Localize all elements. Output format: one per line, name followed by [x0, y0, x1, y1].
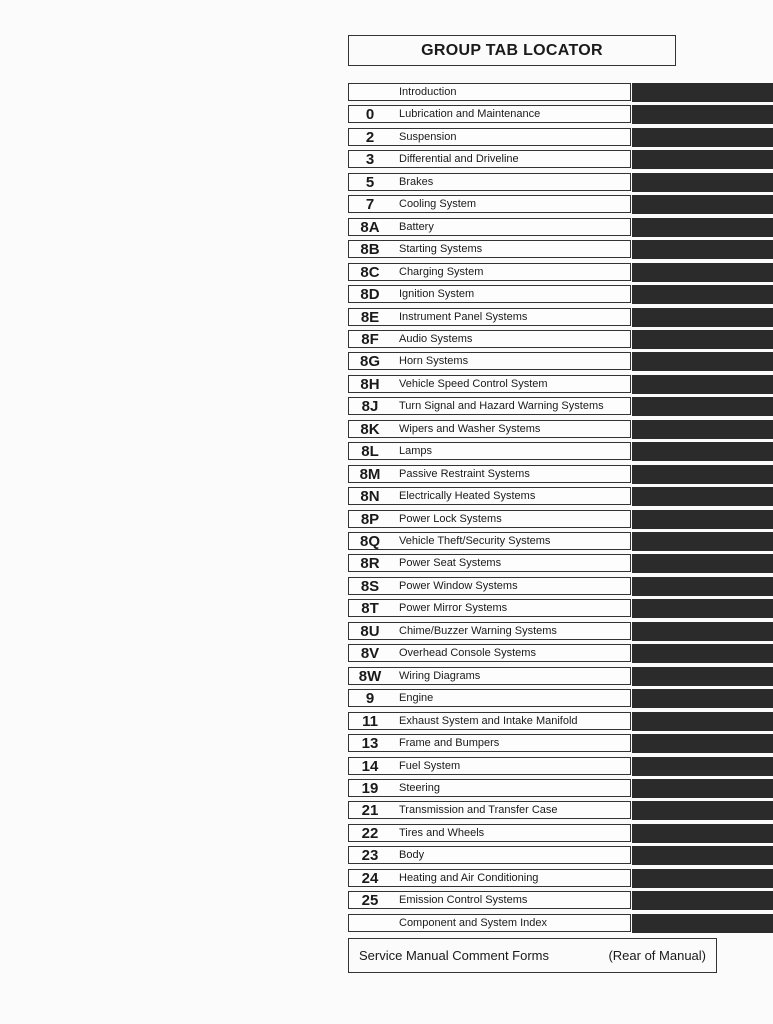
group-label: Passive Restraint Systems	[399, 468, 530, 480]
group-code: 8L	[361, 442, 379, 460]
group-label: Power Lock Systems	[399, 513, 502, 525]
group-row-box	[348, 914, 631, 932]
group-tab-marker[interactable]	[632, 263, 773, 282]
group-label: Emission Control Systems	[399, 894, 528, 906]
group-row-box	[348, 420, 631, 438]
group-tab-marker[interactable]	[632, 644, 773, 663]
group-row[interactable]	[348, 801, 631, 819]
group-tab-marker[interactable]	[632, 554, 773, 573]
group-label: Body	[399, 849, 425, 861]
group-row-box	[348, 308, 631, 326]
group-row-box	[348, 869, 631, 887]
group-row[interactable]	[348, 734, 631, 752]
group-label: Suspension	[399, 131, 457, 143]
group-row[interactable]	[348, 83, 631, 101]
group-tab-marker[interactable]	[632, 240, 773, 259]
group-row-box	[348, 442, 631, 460]
group-label: Chime/Buzzer Warning Systems	[399, 625, 557, 637]
group-tab-marker[interactable]	[632, 510, 773, 529]
group-row[interactable]	[348, 712, 631, 730]
group-code: 8P	[360, 510, 380, 528]
group-tab-marker[interactable]	[632, 375, 773, 394]
group-row-box	[348, 757, 631, 775]
group-code: 8A	[360, 218, 380, 236]
group-row-box	[348, 577, 631, 595]
group-code: 14	[361, 757, 379, 775]
group-row-box	[348, 846, 631, 864]
group-label: Component and System Index	[399, 917, 547, 929]
group-tab-marker[interactable]	[632, 599, 773, 618]
group-code: 7	[365, 195, 375, 213]
group-code: 8M	[359, 465, 381, 483]
group-tab-marker[interactable]	[632, 622, 773, 641]
group-code: 23	[361, 846, 379, 864]
group-row-box	[348, 824, 631, 842]
group-tab-marker[interactable]	[632, 330, 773, 349]
group-row-box	[348, 397, 631, 415]
group-code: 13	[361, 734, 379, 752]
group-tab-marker[interactable]	[632, 824, 773, 843]
group-row-box	[348, 532, 631, 550]
group-code: 8H	[360, 375, 380, 393]
group-tab-marker[interactable]	[632, 689, 773, 708]
group-label: Starting Systems	[399, 243, 483, 255]
group-row-box	[348, 510, 631, 528]
group-label: Frame and Bumpers	[399, 737, 500, 749]
group-tab-marker[interactable]	[632, 195, 773, 214]
group-code: 8T	[361, 599, 379, 617]
group-tab-marker[interactable]	[632, 285, 773, 304]
group-row-box	[348, 240, 631, 258]
group-row[interactable]	[348, 667, 631, 685]
group-row[interactable]	[348, 465, 631, 483]
group-label: Horn Systems	[399, 355, 469, 367]
group-row-box	[348, 375, 631, 393]
group-row[interactable]	[348, 757, 631, 775]
group-code: 8E	[360, 308, 380, 326]
group-label: Vehicle Speed Control System	[399, 378, 548, 390]
group-row[interactable]	[348, 352, 631, 370]
group-label: Lubrication and Maintenance	[399, 108, 541, 120]
group-tab-marker[interactable]	[632, 487, 773, 506]
group-label: Audio Systems	[399, 333, 473, 345]
group-label: Power Mirror Systems	[399, 602, 508, 614]
group-label: Differential and Driveline	[399, 153, 519, 165]
group-row-box	[348, 83, 631, 101]
group-label: Overhead Console Systems	[399, 647, 536, 659]
comment-forms-box	[348, 938, 717, 973]
group-row-box	[348, 554, 631, 572]
group-code: 11	[362, 712, 378, 730]
group-row-box	[348, 218, 631, 236]
group-row[interactable]	[348, 330, 631, 348]
group-row[interactable]	[348, 420, 631, 438]
group-row[interactable]	[348, 240, 631, 258]
group-code: 22	[361, 824, 379, 842]
group-label: Fuel System	[399, 760, 461, 772]
group-label: Tires and Wheels	[399, 827, 485, 839]
group-code: 8N	[360, 487, 380, 505]
group-code: 25	[361, 891, 379, 909]
group-row[interactable]	[348, 128, 631, 146]
group-label: Power Window Systems	[399, 580, 518, 592]
group-row[interactable]	[348, 285, 631, 303]
group-tab-marker[interactable]	[632, 150, 773, 169]
group-label: Wiring Diagrams	[399, 670, 481, 682]
group-tab-marker[interactable]	[632, 352, 773, 371]
group-label: Steering	[399, 782, 440, 794]
group-row[interactable]	[348, 218, 631, 236]
group-tab-marker[interactable]	[632, 308, 773, 327]
group-row-box	[348, 644, 631, 662]
group-row-box	[348, 667, 631, 685]
group-tab-marker[interactable]	[632, 869, 773, 888]
comment-forms-label: Service Manual Comment Forms	[359, 948, 549, 963]
group-row[interactable]	[348, 105, 631, 123]
group-code: 8D	[360, 285, 380, 303]
group-tab-marker[interactable]	[632, 757, 773, 776]
group-tab-marker[interactable]	[632, 712, 773, 731]
group-tab-marker[interactable]	[632, 397, 773, 416]
group-row[interactable]	[348, 779, 631, 797]
group-code: 8V	[360, 644, 380, 662]
group-row[interactable]	[348, 375, 631, 393]
group-row-box	[348, 128, 631, 146]
group-code: 9	[365, 689, 375, 707]
group-row-box	[348, 891, 631, 909]
group-code: 8R	[360, 554, 380, 572]
group-row-box	[348, 150, 631, 168]
group-tab-marker[interactable]	[632, 667, 773, 686]
group-row[interactable]	[348, 195, 631, 213]
group-row[interactable]	[348, 914, 631, 932]
group-label: Cooling System	[399, 198, 477, 210]
group-label: Turn Signal and Hazard Warning Systems	[399, 400, 604, 412]
group-tab-marker[interactable]	[632, 734, 773, 753]
group-row[interactable]	[348, 173, 631, 191]
group-row-box	[348, 263, 631, 281]
group-tab-marker[interactable]	[632, 532, 773, 551]
group-tab-marker[interactable]	[632, 173, 773, 192]
group-label: Ignition System	[399, 288, 475, 300]
group-row-box	[348, 352, 631, 370]
page-title: GROUP TAB LOCATOR	[348, 35, 676, 66]
group-label: Charging System	[399, 266, 484, 278]
group-label: Wipers and Washer Systems	[399, 423, 541, 435]
group-code: 8F	[361, 330, 379, 348]
group-row-box	[348, 734, 631, 752]
group-label: Heating and Air Conditioning	[399, 872, 539, 884]
group-label: Instrument Panel Systems	[399, 311, 528, 323]
group-label: Engine	[399, 692, 434, 704]
group-tab-marker[interactable]	[632, 218, 773, 237]
group-row[interactable]	[348, 824, 631, 842]
group-tab-marker[interactable]	[632, 442, 773, 461]
group-code: 3	[365, 150, 375, 168]
group-tab-marker[interactable]	[632, 420, 773, 439]
group-row-box	[348, 801, 631, 819]
group-code: 2	[365, 128, 375, 146]
group-tab-marker[interactable]	[632, 914, 773, 933]
group-row[interactable]	[348, 510, 631, 528]
group-row[interactable]	[348, 150, 631, 168]
group-row[interactable]	[348, 891, 631, 909]
group-row[interactable]	[348, 869, 631, 887]
group-code: 0	[365, 105, 375, 123]
group-code: 8W	[358, 667, 382, 685]
group-tab-marker[interactable]	[632, 891, 773, 910]
group-tab-marker[interactable]	[632, 465, 773, 484]
group-row[interactable]	[348, 554, 631, 572]
group-code: 19	[361, 779, 379, 797]
group-row[interactable]	[348, 308, 631, 326]
group-row[interactable]	[348, 599, 631, 617]
group-tab-marker[interactable]	[632, 577, 773, 596]
group-row[interactable]	[348, 577, 631, 595]
group-code: 8Q	[359, 532, 380, 550]
group-row-box	[348, 487, 631, 505]
group-row-box	[348, 285, 631, 303]
group-label: Electrically Heated Systems	[399, 490, 536, 502]
group-row[interactable]	[348, 397, 631, 415]
group-row-box	[348, 330, 631, 348]
group-label: Battery	[399, 221, 434, 233]
group-tab-marker[interactable]	[632, 83, 773, 102]
group-tab-marker[interactable]	[632, 128, 773, 147]
group-code: 8U	[360, 622, 380, 640]
group-row[interactable]	[348, 487, 631, 505]
group-tab-marker[interactable]	[632, 105, 773, 124]
group-label: Introduction	[399, 86, 457, 98]
group-tab-marker[interactable]	[632, 846, 773, 865]
group-row-box	[348, 689, 631, 707]
group-row-box	[348, 622, 631, 640]
group-row[interactable]	[348, 622, 631, 640]
group-tab-marker[interactable]	[632, 801, 773, 820]
group-label: Transmission and Transfer Case	[399, 804, 558, 816]
group-label: Power Seat Systems	[399, 557, 502, 569]
group-tab-marker[interactable]	[632, 779, 773, 798]
group-row-box	[348, 779, 631, 797]
group-code: 8K	[360, 420, 380, 438]
group-code: 21	[361, 801, 379, 819]
group-code: 8G	[359, 352, 380, 370]
group-row[interactable]	[348, 532, 631, 550]
group-code: 24	[361, 869, 379, 887]
group-code: 8S	[360, 577, 380, 595]
group-row[interactable]	[348, 442, 631, 460]
group-row[interactable]	[348, 846, 631, 864]
group-row-box	[348, 173, 631, 191]
group-row-box	[348, 195, 631, 213]
group-code: 8C	[360, 263, 380, 281]
group-label: Lamps	[399, 445, 433, 457]
group-row-box	[348, 105, 631, 123]
group-label: Vehicle Theft/Security Systems	[399, 535, 551, 547]
group-code: 8B	[360, 240, 380, 258]
group-label: Brakes	[399, 176, 434, 188]
group-row[interactable]	[348, 263, 631, 281]
comment-forms-location: (Rear of Manual)	[608, 948, 706, 963]
group-row[interactable]	[348, 689, 631, 707]
group-code: 8J	[361, 397, 379, 415]
group-row-box	[348, 712, 631, 730]
group-code: 5	[365, 173, 375, 191]
group-row-box	[348, 465, 631, 483]
group-label: Exhaust System and Intake Manifold	[399, 715, 578, 727]
group-row[interactable]	[348, 644, 631, 662]
group-row-box	[348, 599, 631, 617]
